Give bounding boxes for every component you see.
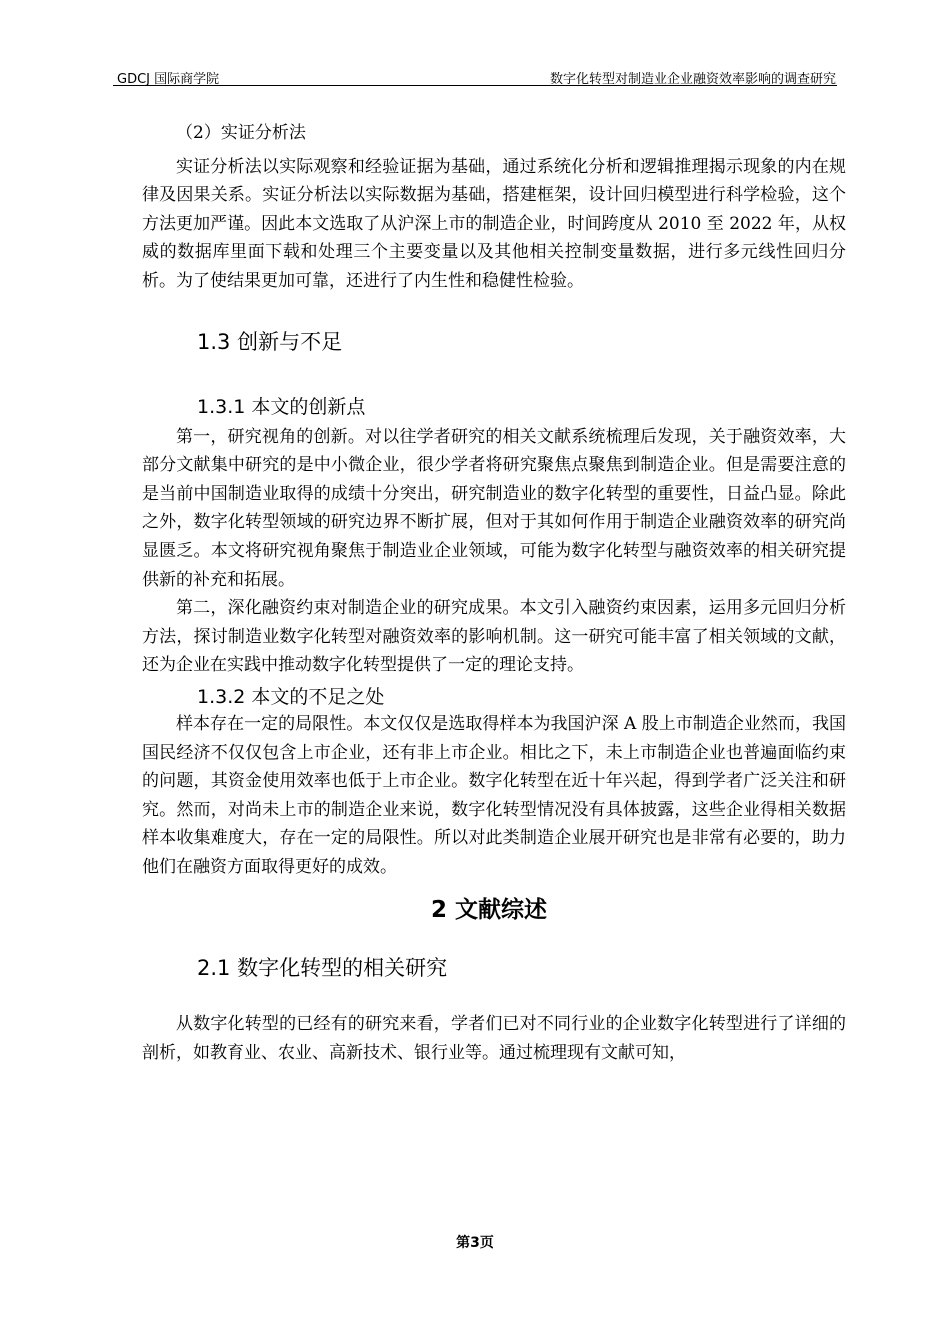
header-school: GDCJ 国际商学院	[117, 72, 220, 87]
paragraph-innovation-1: 第一，研究视角的创新。对以往学者研究的相关文献系统梳理后发现，关于融资效率，大部分文献集中研究的是中小微企业，很少学者将研究聚焦点聚焦到制造企业。但是需要注意的是当前中国制造业取得的成绩十分突出，研究制造业的数字化转型的重要性，日益凸显。除此之外，数字化转型领域的研究边界不断扩展，但对于其如何作用于制造企业融资效率的研究尚显匮乏。本文将研究视角聚焦于制造业企业领域，可能为数字化转型与融资效率的相关研究提供新的补充和拓展。	[142, 426, 846, 590]
header-divider	[113, 85, 837, 86]
paragraph-limitations: 样本存在一定的局限性。本文仅仅是选取得样本为我国沪深 A 股上市制造企业然而，我国国民经济不仅仅包含上市企业，还有非上市企业。相比之下，未上市制造企业也普遍面临约束的问题，其资金使用效率也低于上市企业。数字化转型在近十年兴起，得到学者广泛关注和研究。然而，对尚未上市的制造企业来说，数字化转型情况没有具体披露，这些企业得相关数据样本收集难度大，存在一定的局限性。所以对此类制造企业展开研究也是非常有必要的，助力他们在融资方面取得更好的成效。	[142, 713, 846, 877]
method-label-empirical: （2）实证分析法	[176, 123, 306, 143]
heading-chapter-2: 2 文献综述	[430, 897, 547, 924]
paragraph-empirical-analysis: 实证分析法以实际观察和经验证据为基础，通过系统化分析和逻辑推理揭示现象的内在规律及因果关系。实证分析法以实际数据为基础，搭建框架，设计回归模型进行科学检验，这个方法更加严谨。因此本文选取了从沪深上市的制造企业，时间跨度从 2010 至 2022 年，从权威的数据库里面下载和处理三个主要变量以及其他相关控制变量数据，进行多元线性回归分析。为了使结果更加可靠，还进行了内生性和稳健性检验。	[142, 156, 846, 291]
page-body	[142, 112, 846, 1068]
paragraph-innovation-2: 第二，深化融资约束对制造企业的研究成果。本文引入融资约束因素，运用多元回归分析方法，探讨制造业数字化转型对融资效率的影响机制。这一研究可能丰富了相关领域的文献，还为企业在实践中推动数字化转型提供了一定的理论支持。	[142, 598, 846, 676]
heading-1-3: 1.3 创新与不足	[197, 329, 343, 354]
heading-1-3-2: 1.3.2 本文的不足之处	[197, 685, 385, 708]
header-thesis-title: 数字化转型对制造业企业融资效率影响的调查研究	[549, 72, 836, 87]
heading-1-3-1: 1.3.1 本文的创新点	[197, 395, 366, 418]
paragraph-digital-transformation-review: 从数字化转型的已经有的研究来看，学者们已对不同行业的企业数字化转型进行了详细的剖析，如教育业、农业、高新技术、银行业等。通过梳理现有文献可知，	[142, 1014, 846, 1064]
heading-2-1: 2.1 数字化转型的相关研究	[197, 956, 448, 981]
page-number: 第3页	[456, 1235, 494, 1251]
